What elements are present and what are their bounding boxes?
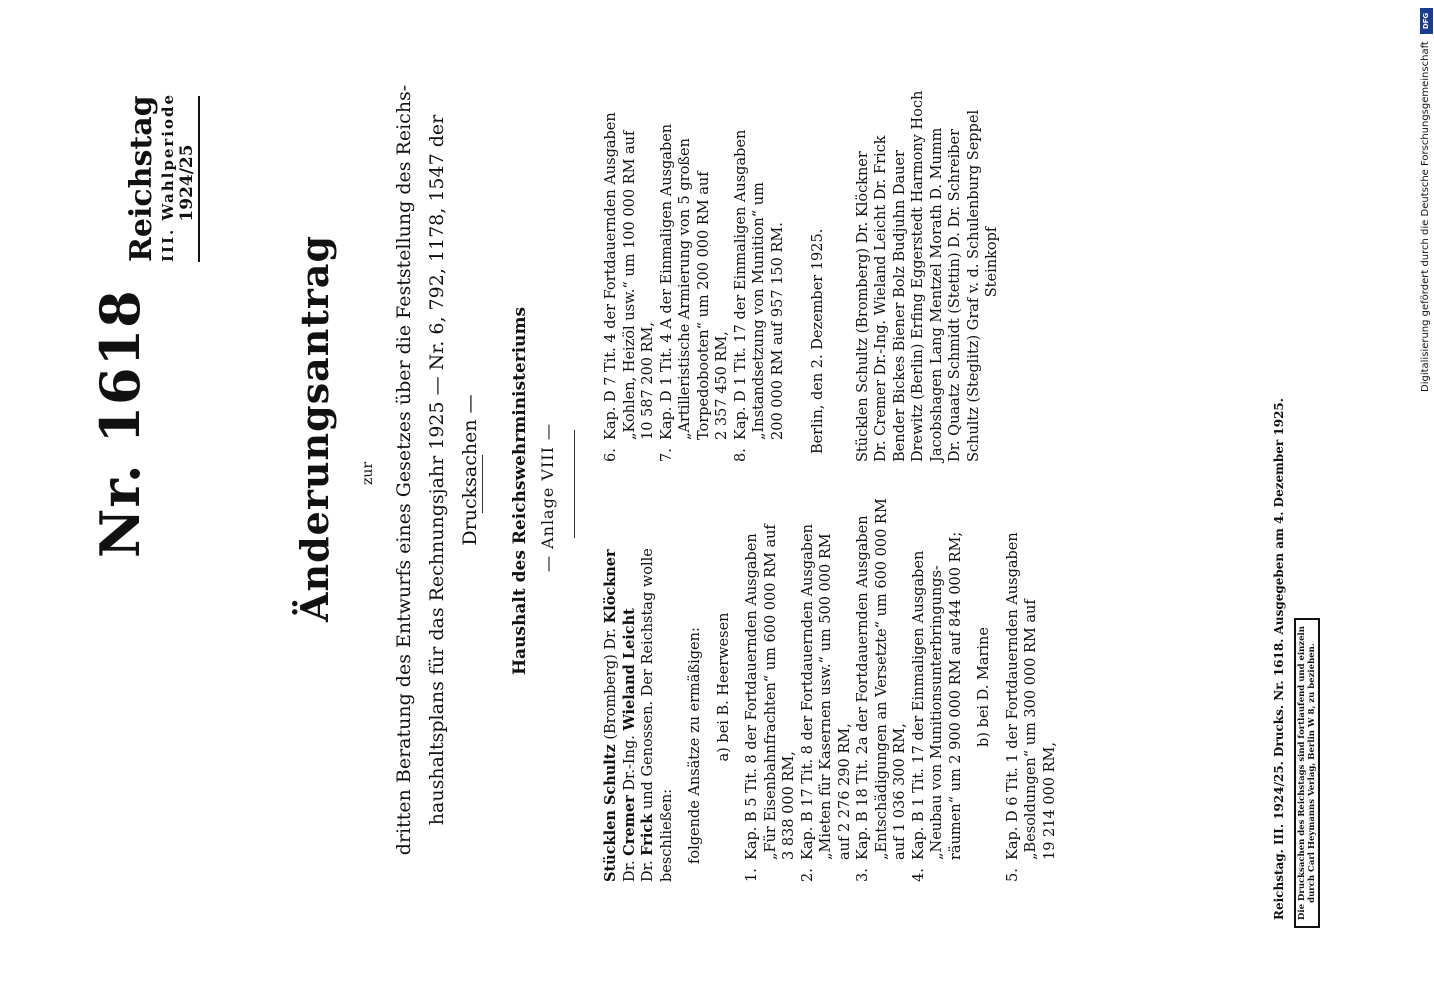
- intro-line: Dr. Frick und Genossen. Der Reichstag wolle: [639, 548, 656, 882]
- subtitle-line: Drucksachen —: [459, 394, 481, 546]
- motion-item: 2. Kap. B 17 Tit. 8 der Fortdauernden Ausgaben „Mieten für Kasernen usw.“ um 500 000 RM auf 2 276 290 RM,: [799, 524, 853, 882]
- wahlperiode: III. Wahlperiode: [159, 92, 177, 262]
- motion-item: 5. Kap. D 6 Tit. 1 der Fortdauernden Ausgaben „Besoldungen“ um 300 000 RM auf 19 214 000 RM,: [1004, 532, 1058, 882]
- subsection-b: b) bei D. Marine: [976, 627, 992, 747]
- subsection-a: a) bei B. Heerwesen: [715, 612, 732, 762]
- motion-column-1: [602, 492, 1059, 882]
- reichstag-masthead: [124, 92, 197, 262]
- signatory-line: Schultz (Steglitz) Graf v. d. Schulenburg Seppel: [965, 109, 982, 462]
- divider: [482, 455, 483, 513]
- document-subtitle: [388, 60, 487, 880]
- signatory-line: Steinkopf: [984, 226, 1000, 298]
- publication-footer: Reichstag. III. 1924/25. Drucks. Nr. 1618. Ausgegeben am 4. Dezember 1925.: [1272, 398, 1286, 920]
- digitization-note: Digitalisierung gefördert durch die Deutsche Forschungsgemeinschaft: [1420, 41, 1431, 392]
- signatory-line: Dr. Cremer Dr.-Ing. Wieland Leicht Dr. Frick: [873, 135, 889, 462]
- subtitle-line: dritten Beratung des Entwurfs eines Gesetzes über die Feststellung des Reichs-: [393, 84, 415, 856]
- document-title: Änderungsantrag: [292, 234, 337, 622]
- intro-line: Dr. Cremer Dr.-Ing. Wieland Leicht: [620, 608, 638, 882]
- signatory-line: Drewitz (Berlin) Erfing Eggerstedt Harmony Hoch: [910, 90, 926, 462]
- motion-item: 6. Kap. D 7 Tit. 4 der Fortdauernden Ausgaben „Kohlen, Heizöl usw.“ um 100 000 RM auf 10 587 200 RM,: [603, 112, 656, 462]
- annex-label: — Anlage VIII —: [538, 423, 557, 572]
- intro-line: Stücklen Schultz (Bromberg) Dr. Klöckner: [602, 549, 619, 882]
- motion-item: 3. Kap. B 18 Tit. 2a der Fortdauernden Ausgaben „Entschädigungen an Versetzte“ um 600 000 RM auf 1 036 300 RM,: [855, 498, 908, 882]
- section-heading: Haushalt des Reichswehrministeriums: [510, 306, 530, 675]
- signatory-line: Jacobshagen Lang Mentzel Morath D. Mumm: [928, 127, 945, 462]
- title-zur: zur: [360, 461, 376, 485]
- motion-item: 8. Kap. D 1 Tit. 17 der Einmaligen Ausgaben „Instandsetzung von Munition“ um 200 000 RM auf 957 150 RM.: [732, 129, 786, 462]
- signature-date: Berlin, den 2. Dezember 1925.: [810, 228, 826, 454]
- motion-column-2: [602, 62, 1002, 462]
- wahlperiode-years: 1924/25: [177, 144, 197, 222]
- distribution-notice: [1294, 618, 1320, 928]
- notice-line: Die Drucksachen des Reichstags sind fortlaufend und einzeln: [1297, 626, 1307, 920]
- signatory-line: Dr. Quaatz Schmidt (Stettin) D. Dr. Schreiber: [947, 128, 963, 462]
- subtitle-line: haushaltsplans für das Rechnungsjahr 1925 — Nr. 6, 792, 1178, 1547 der: [426, 114, 448, 826]
- motion-item: 7. Kap. D 1 Tit. 4 A der Einmaligen Ausgaben „Artilleristische Armierung von 5 großen Torpedobooten“ um 200 000 RM auf 2 357 450 RM,: [658, 123, 730, 462]
- dfg-logo: DFG: [1420, 8, 1433, 34]
- motion-lead: folgende Ansätze zu ermäßigen:: [687, 627, 703, 864]
- motion-item: 4. Kap. B 1 Tit. 17 der Einmaligen Ausgaben „Neubau von Munitionsunterbringungs- räumen“ um 2 900 000 RM auf 844 000 RM;: [910, 531, 964, 882]
- document-number: Nr. 1618: [88, 289, 152, 558]
- notice-line: durch Carl Heymanns Verlag, Berlin W 8, zu beziehen.: [1307, 643, 1317, 903]
- reichstag-name: Reichstag: [124, 95, 159, 262]
- divider: [574, 430, 575, 538]
- motion-item: 1. Kap. B 5 Tit. 8 der Fortdauernden Ausgaben „Für Eisenbahnfrachten“ um 600 000 RM auf 3 838 000 RM,: [744, 524, 797, 882]
- signatory-line: Bender Bickes Biener Bolz Budjuhn Dauer: [891, 150, 908, 462]
- masthead-rule: [198, 96, 200, 262]
- signatory-line: Stücklen Schultz (Bromberg) Dr. Klöckner: [854, 151, 871, 462]
- intro-line: beschließen:: [658, 788, 675, 882]
